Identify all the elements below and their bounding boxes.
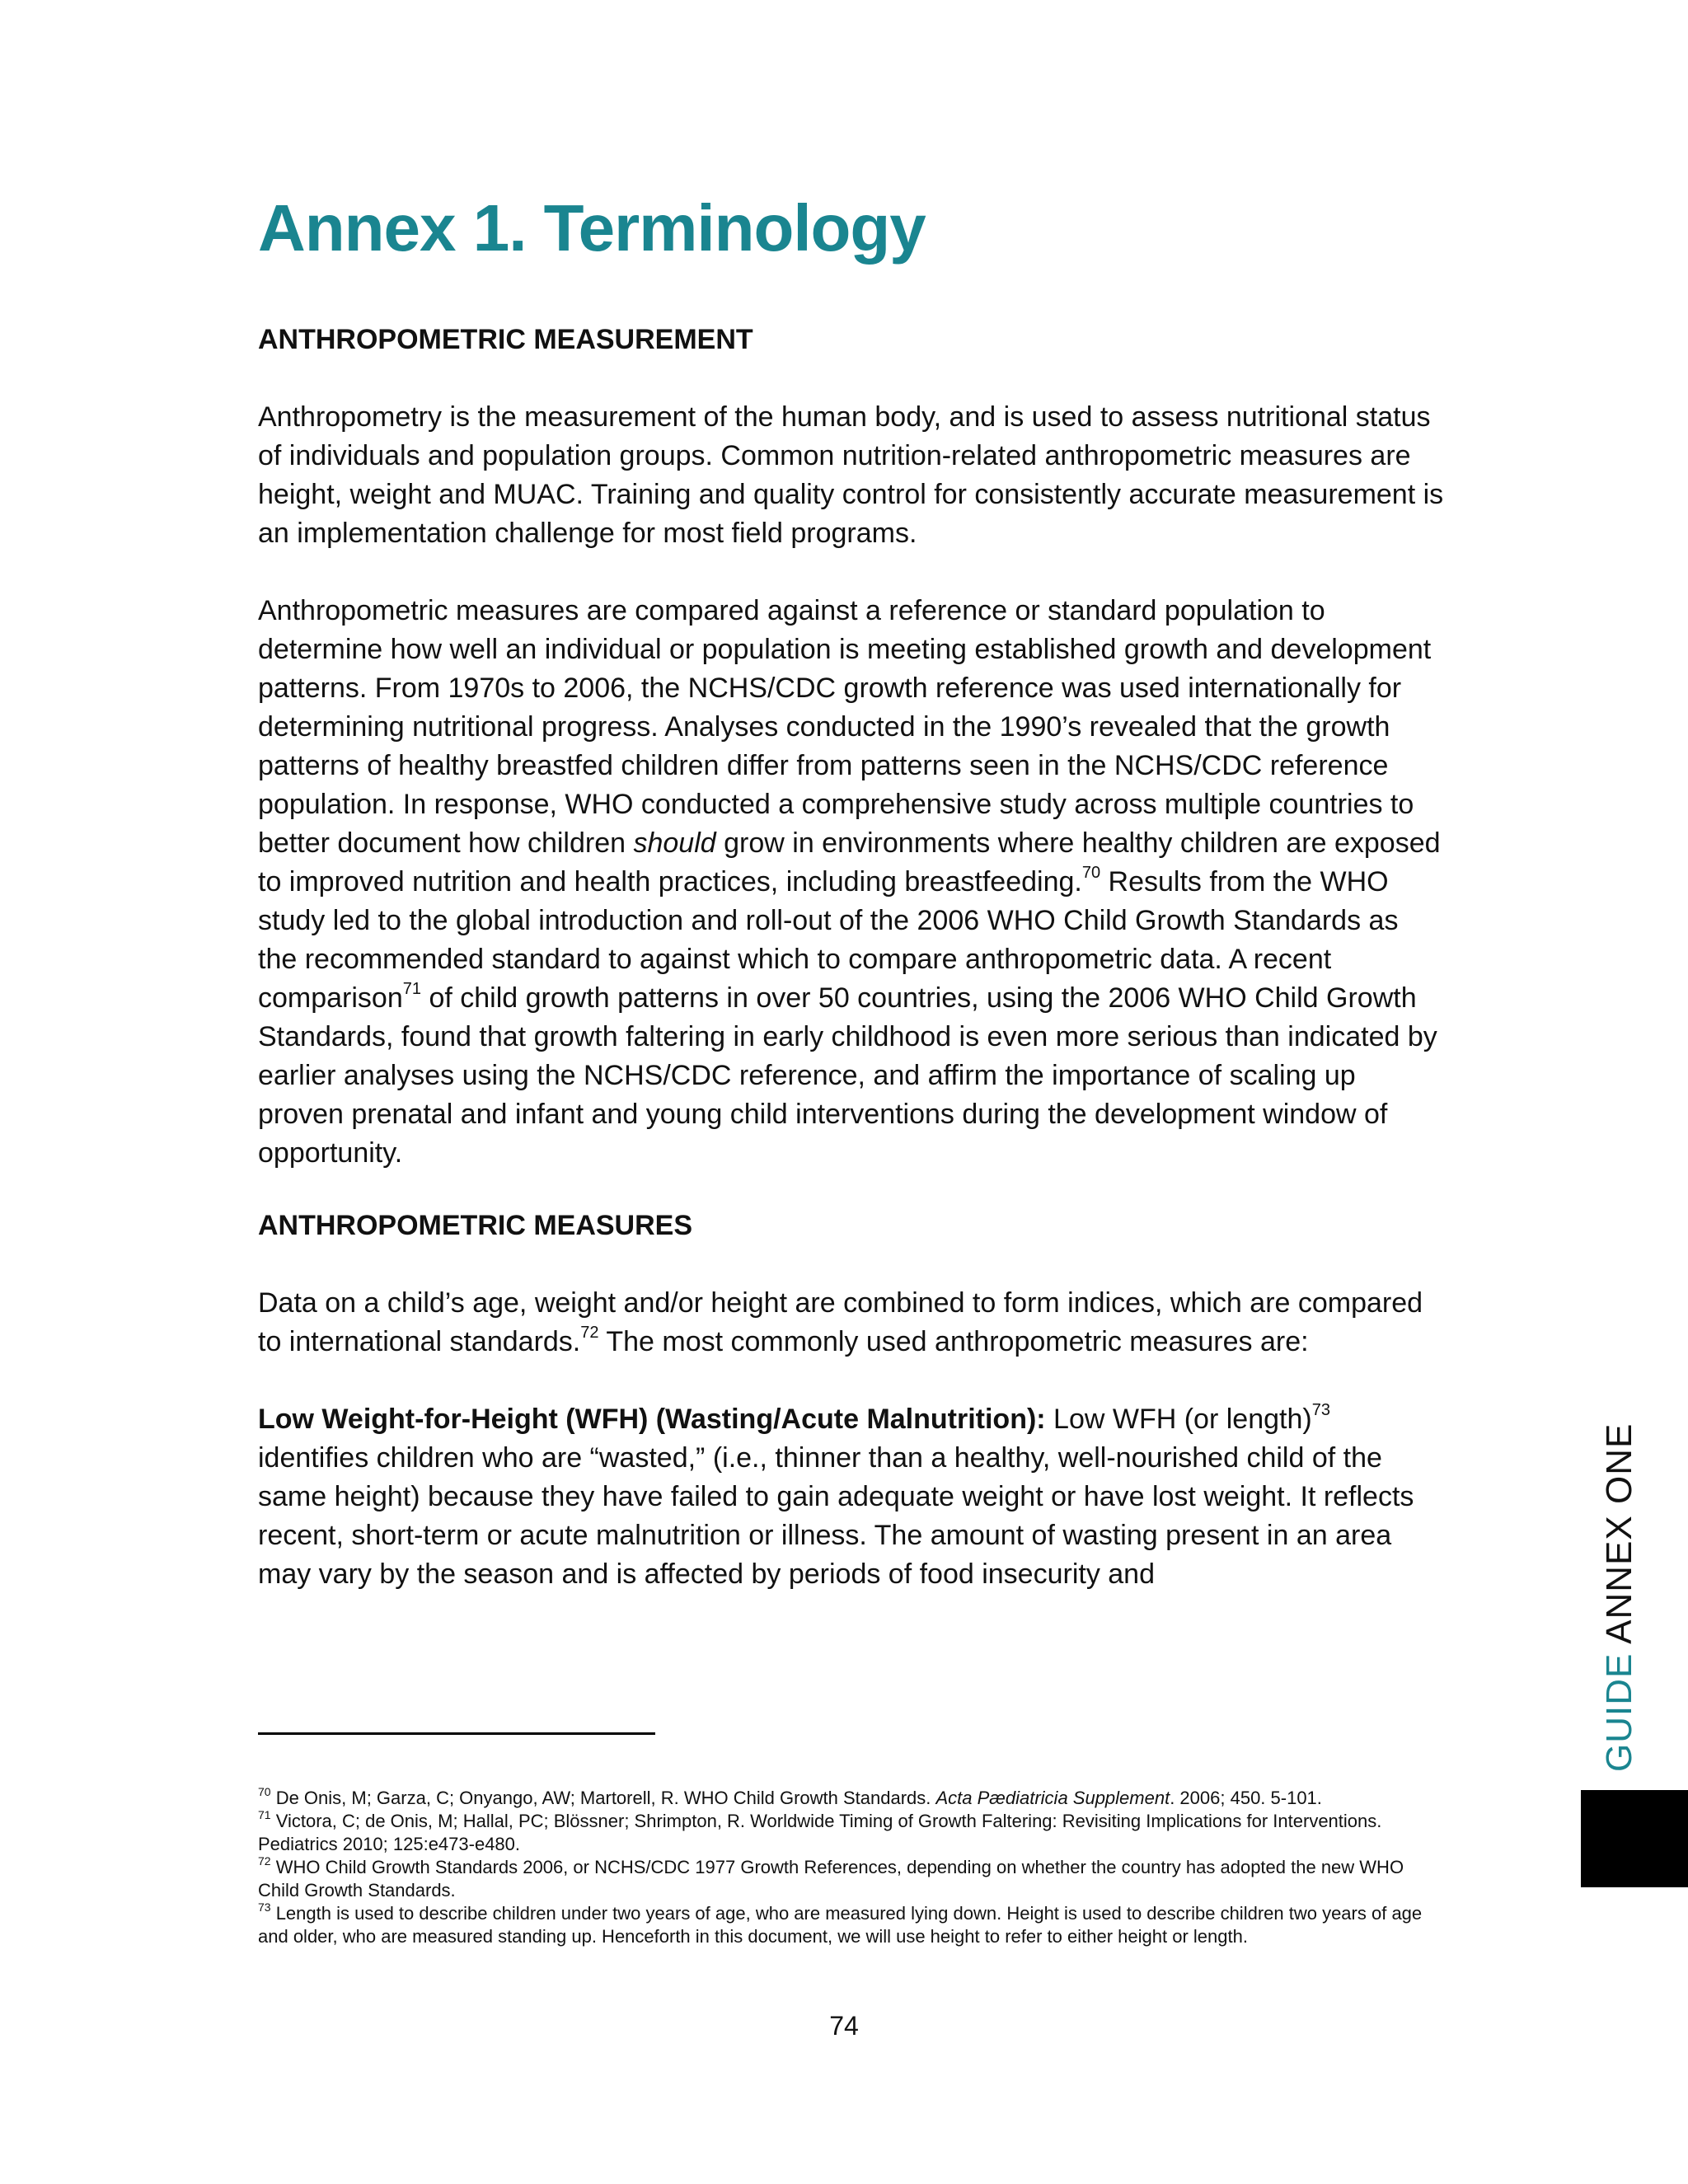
footnote-divider [258, 1732, 655, 1735]
text-run: . 2006; 450. 5-101. [1170, 1788, 1322, 1808]
footnote-ref-71[interactable]: 71 [402, 979, 421, 998]
main-content [258, 183, 1445, 1594]
footnote-number: 70 [258, 1784, 271, 1798]
paragraph-reference-comparison [258, 592, 1445, 1173]
paragraph-anthropometry: Anthropometry is the measurement of the human body, and is used to assess nutritional status of individuals and population groups. Common nutrition-related anthropometric measures are height, weight and MUAC. Training and quality control for consistently accurate measurement is an implementation challenge for most field programs. [258, 401, 1444, 549]
footnote-72 [258, 1856, 1445, 1902]
paragraph-indices [258, 1284, 1445, 1361]
side-tab-guide: GUIDE [1599, 1652, 1639, 1772]
footnote-71 [258, 1807, 1445, 1856]
page-title: Annex 1. Terminology [258, 191, 926, 265]
footnote-ref-73[interactable]: 73 [1311, 1400, 1330, 1419]
footnote-70 [258, 1784, 1445, 1810]
side-tab-label [1597, 1423, 1642, 1772]
text-run: Victora, C; de Onis, M; Hallal, PC; Blössner; Shrimpton, R. Worldwide Timing of Growth Faltering: Revisiting Implications for Interventions. Pediatrics 2010; 125:e473-e480. [258, 1811, 1382, 1854]
text-run: Anthropometric measures are compared against a reference or standard population to determine how well an individual or population is meeting established growth and development patterns. From 1970s to 2006, the NCHS/CDC growth reference was used internationally for determining nutritional progress. Analyses conducted in the 1990’s revealed that the growth patterns of healthy breastfed children differ from patterns seen in the NCHS/CDC reference population. In response, WHO conducted a comprehensive study across multiple countries to better document how children [258, 595, 1432, 859]
paragraph-low-wfh [258, 1400, 1445, 1594]
footnote-number: 71 [258, 1807, 271, 1821]
section-heading-measures: ANTHROPOMETRIC MEASURES [258, 1210, 693, 1241]
footnote-73 [258, 1902, 1445, 1948]
journal-title: Acta Pædiatricia Supplement [935, 1788, 1170, 1808]
side-tab-block [1581, 1790, 1688, 1887]
text-run: grow in environments where healthy children are exposed to improved nutrition and health practices, including breastfeeding. [258, 827, 1441, 898]
emphasis-should: should [633, 827, 716, 859]
text-run: De Onis, M; Garza, C; Onyango, AW; Martorell, R. WHO Child Growth Standards. [270, 1788, 936, 1808]
term-low-wfh: Low Weight-for-Height (WFH) (Wasting/Acute Malnutrition): [258, 1404, 1046, 1435]
footnotes [258, 1784, 1445, 1948]
text-run: identifies children who are “wasted,” (i.e., thinner than a healthy, well-nourished child of the same height) because they have failed to gain adequate weight or have lost weight. It reflects recent, short-term or acute malnutrition or illness. The amount of wasting present in an area may vary by the season and is affected by periods of food insecurity and [258, 1442, 1414, 1590]
text-run: Data on a child’s age, weight and/or height are combined to form indices, which are compared to international standards. [258, 1287, 1423, 1357]
text-run: WHO Child Growth Standards 2006, or NCHS/CDC 1977 Growth References, depending on whether the country has adopted the new WHO Child Growth Standards. [258, 1857, 1404, 1900]
section-heading-measurement: ANTHROPOMETRIC MEASUREMENT [258, 324, 753, 355]
text-run: Length is used to describe children under two years of age, who are measured lying down. Height is used to describe children two years of age and older, who are measured standing up. Henceforth in this document, we will use height to refer to either height or length. [258, 1903, 1423, 1947]
footnote-ref-70[interactable]: 70 [1081, 863, 1101, 882]
text-run: Results from the WHO study led to the global introduction and roll-out of the 2006 WHO Child Growth Standards as the recommended standard to against which to compare anthropometric data. A recent comparison [258, 866, 1399, 1014]
side-tab-annex: ANNEX ONE [1599, 1422, 1639, 1644]
text-run: of child growth patterns in over 50 countries, using the 2006 WHO Child Growth Standards, found that growth faltering in early childhood is even more serious than indicated by earlier analyses using the NCHS/CDC reference, and affirm the importance of scaling up proven prenatal and infant and young child interventions during the development window of opportunity. [258, 982, 1437, 1169]
text-run: Low WFH (or length) [1045, 1404, 1312, 1435]
footnote-ref-72[interactable]: 72 [580, 1323, 599, 1342]
text-run: The most commonly used anthropometric measures are: [598, 1326, 1309, 1357]
footnote-number: 73 [258, 1900, 271, 1914]
page-number: 74 [829, 2011, 859, 2041]
footnote-number: 72 [258, 1854, 271, 1868]
